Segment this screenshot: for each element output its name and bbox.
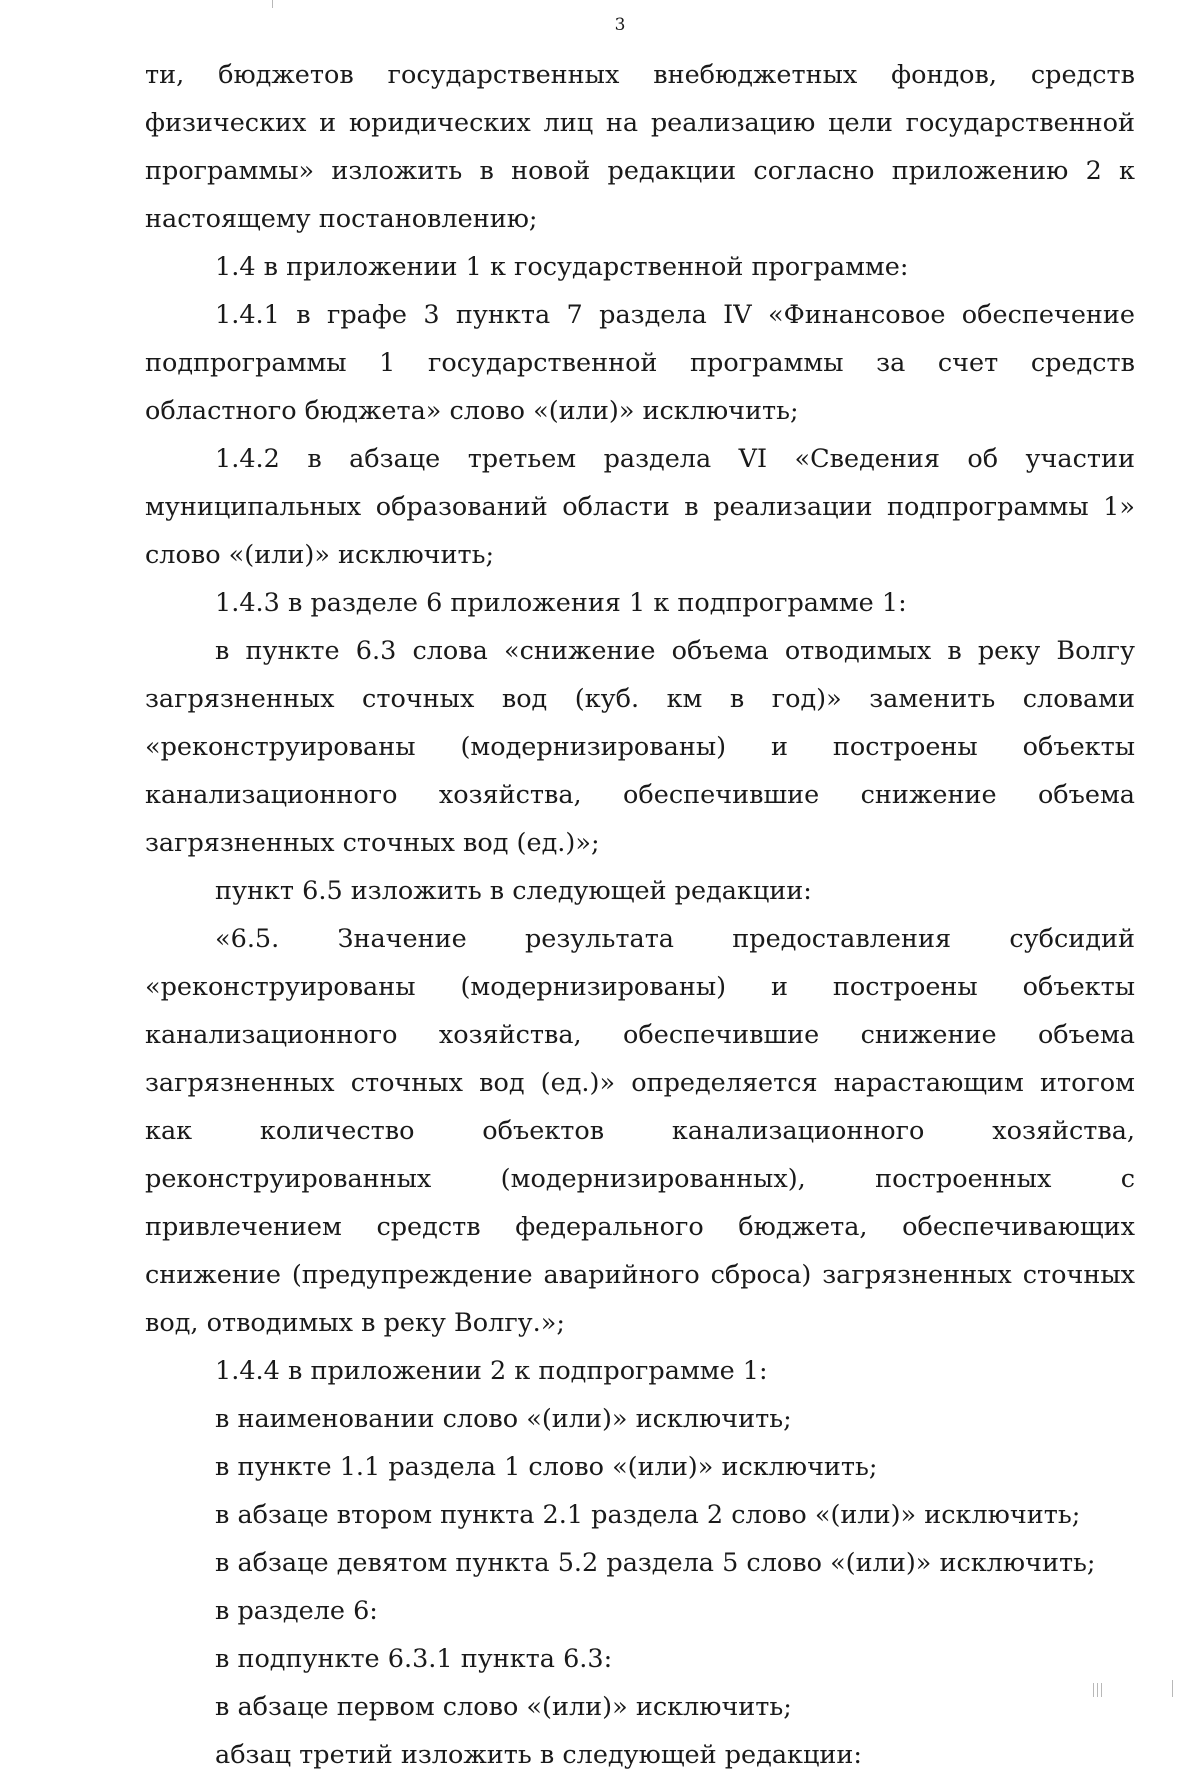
list-item-third-abzac: абзац третий изложить в следующей редакции: [215, 1740, 862, 1770]
paragraph-1-4-3: 1.4.3 в разделе 6 приложения 1 к подпрограмме 1: [215, 588, 907, 618]
paragraph-continuation: ти, бюджетов государственных внебюджетных фондов, средств физических и юридических лиц на реализацию цели государственной программы» изложить в новой редакции согласно приложению 2 к настоящему постановлению; [145, 60, 1135, 234]
paragraph-1-4: 1.4 в приложении 1 к государственной программе: [215, 252, 909, 282]
list-item-1-1: в пункте 1.1 раздела 1 слово «(или)» исключить; [215, 1452, 878, 1482]
list-item-name: в наименовании слово «(или)» исключить; [215, 1404, 792, 1434]
paragraph-1-4-4: 1.4.4 в приложении 2 к подпрограмме 1: [215, 1356, 768, 1386]
paragraph-point-6-3: в пункте 6.3 слова «снижение объема отводимых в реку Волгу загрязненных сточных вод (куб. км в год)» заменить словами «реконструированы (модернизированы) и построены объекты канализационного хозяйства, обеспечившие снижение объема загрязненных сточных вод (ед.)»; [145, 636, 1135, 858]
list-item-first-abzac: в абзаце первом слово «(или)» исключить; [215, 1692, 792, 1722]
list-item-2-1: в абзаце втором пункта 2.1 раздела 2 слово «(или)» исключить; [215, 1500, 1081, 1530]
paragraph-1-4-2: 1.4.2 в абзаце третьем раздела VI «Сведения об участии муниципальных образований области в реализации подпрограммы 1» слово «(или)» исключить; [145, 444, 1135, 570]
scan-artifact [272, 0, 273, 8]
list-item-5-2: в абзаце девятом пункта 5.2 раздела 5 слово «(или)» исключить; [215, 1548, 1096, 1578]
list-item-section-6: в разделе 6: [215, 1596, 378, 1626]
scan-artifact [1101, 1683, 1102, 1697]
paragraph-1-4-1: 1.4.1 в графе 3 пункта 7 раздела IV «Финансовое обеспечение подпрограммы 1 государственной программы за счет средств областного бюджета» слово «(или)» исключить; [145, 300, 1135, 426]
page-number: 3 [614, 15, 626, 35]
paragraph-point-6-5: пункт 6.5 изложить в следующей редакции: [215, 876, 812, 906]
paragraph-6-5-text: «6.5. Значение результата предоставления субсидий «реконструированы (модернизированы) и построены объекты канализационного хозяйства, обеспечившие снижение объема загрязненных сточных вод (ед.)» определяется нарастающим итогом как количество объектов канализационного хозяйства, реконструированных (модернизированных), построенных с привлечением средств федерального бюджета, обеспечивающих снижение (предупреждение аварийного сброса) загрязненных сточных вод, отводимых в реку Волгу.»; [145, 924, 1135, 1338]
scan-artifact [1093, 1683, 1094, 1697]
list-item-6-3-1: в подпункте 6.3.1 пункта 6.3: [215, 1644, 613, 1674]
scan-artifact [1097, 1683, 1098, 1697]
scan-artifact [1172, 1680, 1173, 1697]
document-body [145, 51, 1135, 1779]
